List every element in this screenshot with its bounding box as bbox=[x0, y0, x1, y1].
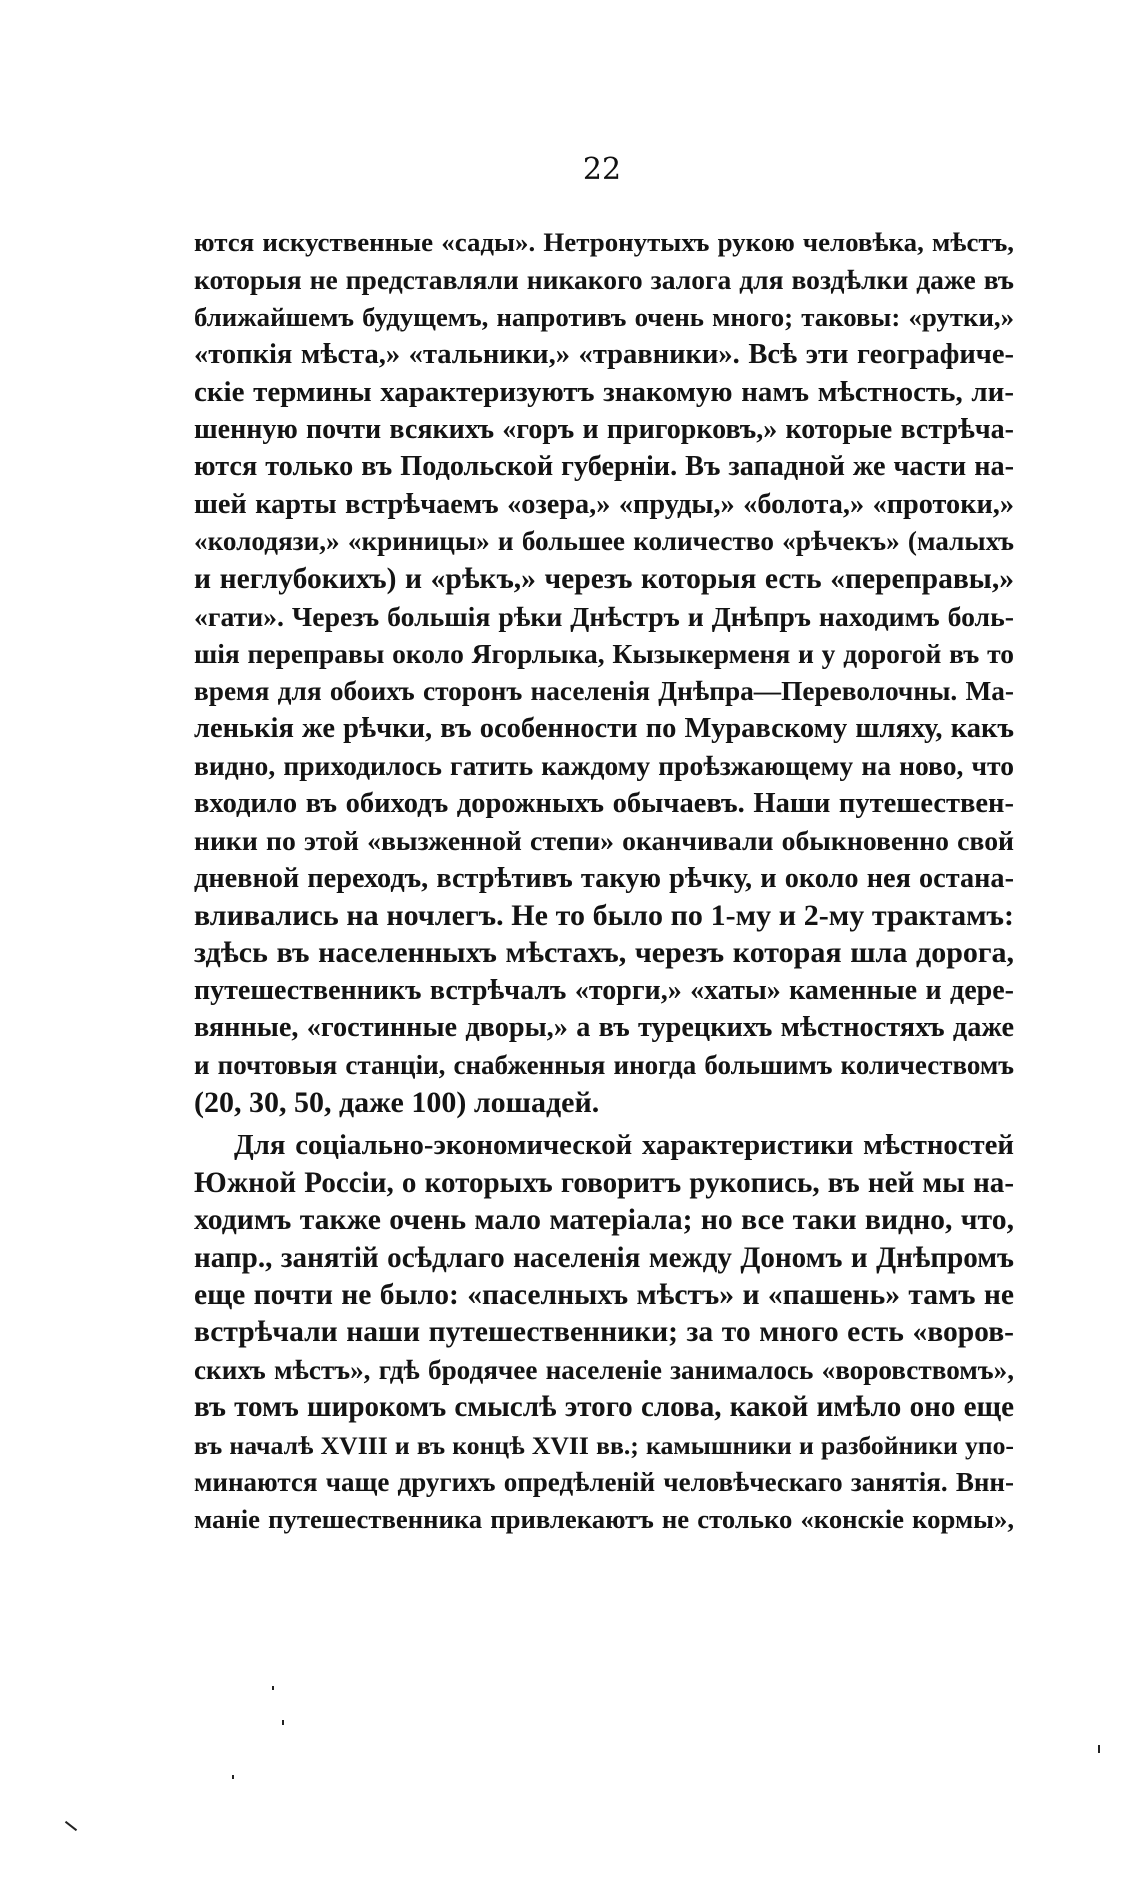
text-line: «колодязи,» «криницы» и большее количество «рѣчекъ» (малыхъ bbox=[194, 526, 1014, 557]
text-line: ются только въ Подольской губерніи. Въ западной же части на- bbox=[194, 451, 1014, 483]
scan-speck bbox=[272, 1686, 274, 1690]
text-line: скихъ мѣстъ», гдѣ бродячее населеніе занималось «воровствомъ», bbox=[194, 1354, 1014, 1385]
text-line: скіе термины характеризуютъ знакомую намъ мѣстность, ли- bbox=[194, 375, 1014, 408]
text-line: въ томъ широкомъ смыслѣ этого слова, какой имѣло оно еще bbox=[194, 1391, 1014, 1424]
text-line: напр., занятій осѣдлаго населенія между Дономъ и Днѣпромъ bbox=[194, 1241, 1014, 1274]
text-line: ближайшемъ будущемъ, напротивъ очень много; таковы: «рутки,» bbox=[194, 301, 1014, 332]
scan-speck bbox=[1098, 1745, 1100, 1753]
text-line: «топкія мѣста,» «тальники,» «травники». Всѣ эти географиче- bbox=[194, 339, 1014, 371]
paragraph-1 bbox=[194, 224, 1014, 1121]
text-line: ются искуственные «сады». Нетронутыхъ рукою человѣка, мѣстъ, bbox=[194, 227, 1014, 257]
text-line: Южной Россіи, о которыхъ говоритъ рукопись, въ ней мы на- bbox=[194, 1166, 1014, 1199]
text-line: ленькія же рѣчки, въ особенности по Муравскому шляху, какъ bbox=[194, 713, 1014, 745]
text-line: минаются чаще другихъ опредѣленій человѣческаго занятія. Внн- bbox=[194, 1466, 1014, 1497]
text-line: ходимъ также очень мало матеріала; но все таки видно, что, bbox=[194, 1204, 1014, 1237]
text-line: вливались на ночлегъ. Не то было по 1-му и 2-му трактамъ: bbox=[194, 899, 1014, 933]
text-line: ники по этой «вызженной степи» оканчивали обыкновенно свой bbox=[194, 825, 1014, 857]
page-number: 22 bbox=[582, 152, 622, 187]
text-line: и неглубокихъ) и «рѣкъ,» черезъ которыя есть «переправы,» bbox=[194, 562, 1014, 595]
text-line: путешественникъ встрѣчалъ «торги,» «хаты» каменные и дере- bbox=[194, 974, 1014, 1006]
text-line: (20, 30, 50, даже 100) лошадей. bbox=[194, 1085, 600, 1119]
paragraph-2 bbox=[194, 1127, 1014, 1538]
text-line: вянные, «гостинные дворы,» а въ турецкихъ мѣстностяхъ даже bbox=[194, 1012, 1014, 1044]
body-text bbox=[194, 224, 1014, 1539]
text-line: Для соціально-экономической характеристики мѣстностей bbox=[234, 1129, 1014, 1162]
scan-speck bbox=[65, 1821, 77, 1831]
scan-speck bbox=[282, 1720, 284, 1725]
text-line: видно, приходилось гатить каждому проѣзжающему на ново, что bbox=[194, 750, 1014, 782]
text-line: время для обоихъ сторонъ населенія Днѣпра—Переволочны. Ма- bbox=[194, 675, 1014, 706]
text-line: здѣсь въ населенныхъ мѣстахъ, черезъ которая шла дорога, bbox=[194, 936, 1014, 970]
scan-speck bbox=[232, 1775, 234, 1779]
text-line: «гати». Черезъ большія рѣки Днѣстръ и Днѣпръ находимъ боль- bbox=[194, 600, 1014, 632]
text-line: еще почти не было: «паселныхъ мѣстъ» и «пашень» тамъ не bbox=[194, 1278, 1014, 1311]
text-line: въ началѣ XVIII и въ концѣ XVII вв.; камышники и разбойники упо- bbox=[194, 1430, 1014, 1460]
text-line: встрѣчали наши путешественники; за то много есть «воров- bbox=[194, 1316, 1014, 1349]
text-line: и почтовыя станціи, снабженныя иногда большимъ количествомъ bbox=[194, 1049, 1014, 1080]
text-line: шей карты встрѣчаемъ «озера,» «пруды,» «болота,» «протоки,» bbox=[194, 488, 1014, 520]
text-line: шенную почти всякихъ «горъ и пригорковъ,» которые встрѣча- bbox=[194, 413, 1014, 445]
text-line: дневной переходъ, встрѣтивъ такую рѣчку, и около нея остана- bbox=[194, 862, 1014, 894]
text-line: шія переправы около Ягорлыка, Кызыкерменя и у дорогой въ то bbox=[194, 638, 1014, 670]
text-line: которыя не представляли никакого залога для воздѣлки даже въ bbox=[194, 264, 1014, 296]
text-line: маніе путешественника привлекаютъ не столько «конскіе кормы», bbox=[194, 1504, 1014, 1535]
text-line: входило въ обиходъ дорожныхъ обычаевъ. Наши путешествен- bbox=[194, 787, 1014, 819]
